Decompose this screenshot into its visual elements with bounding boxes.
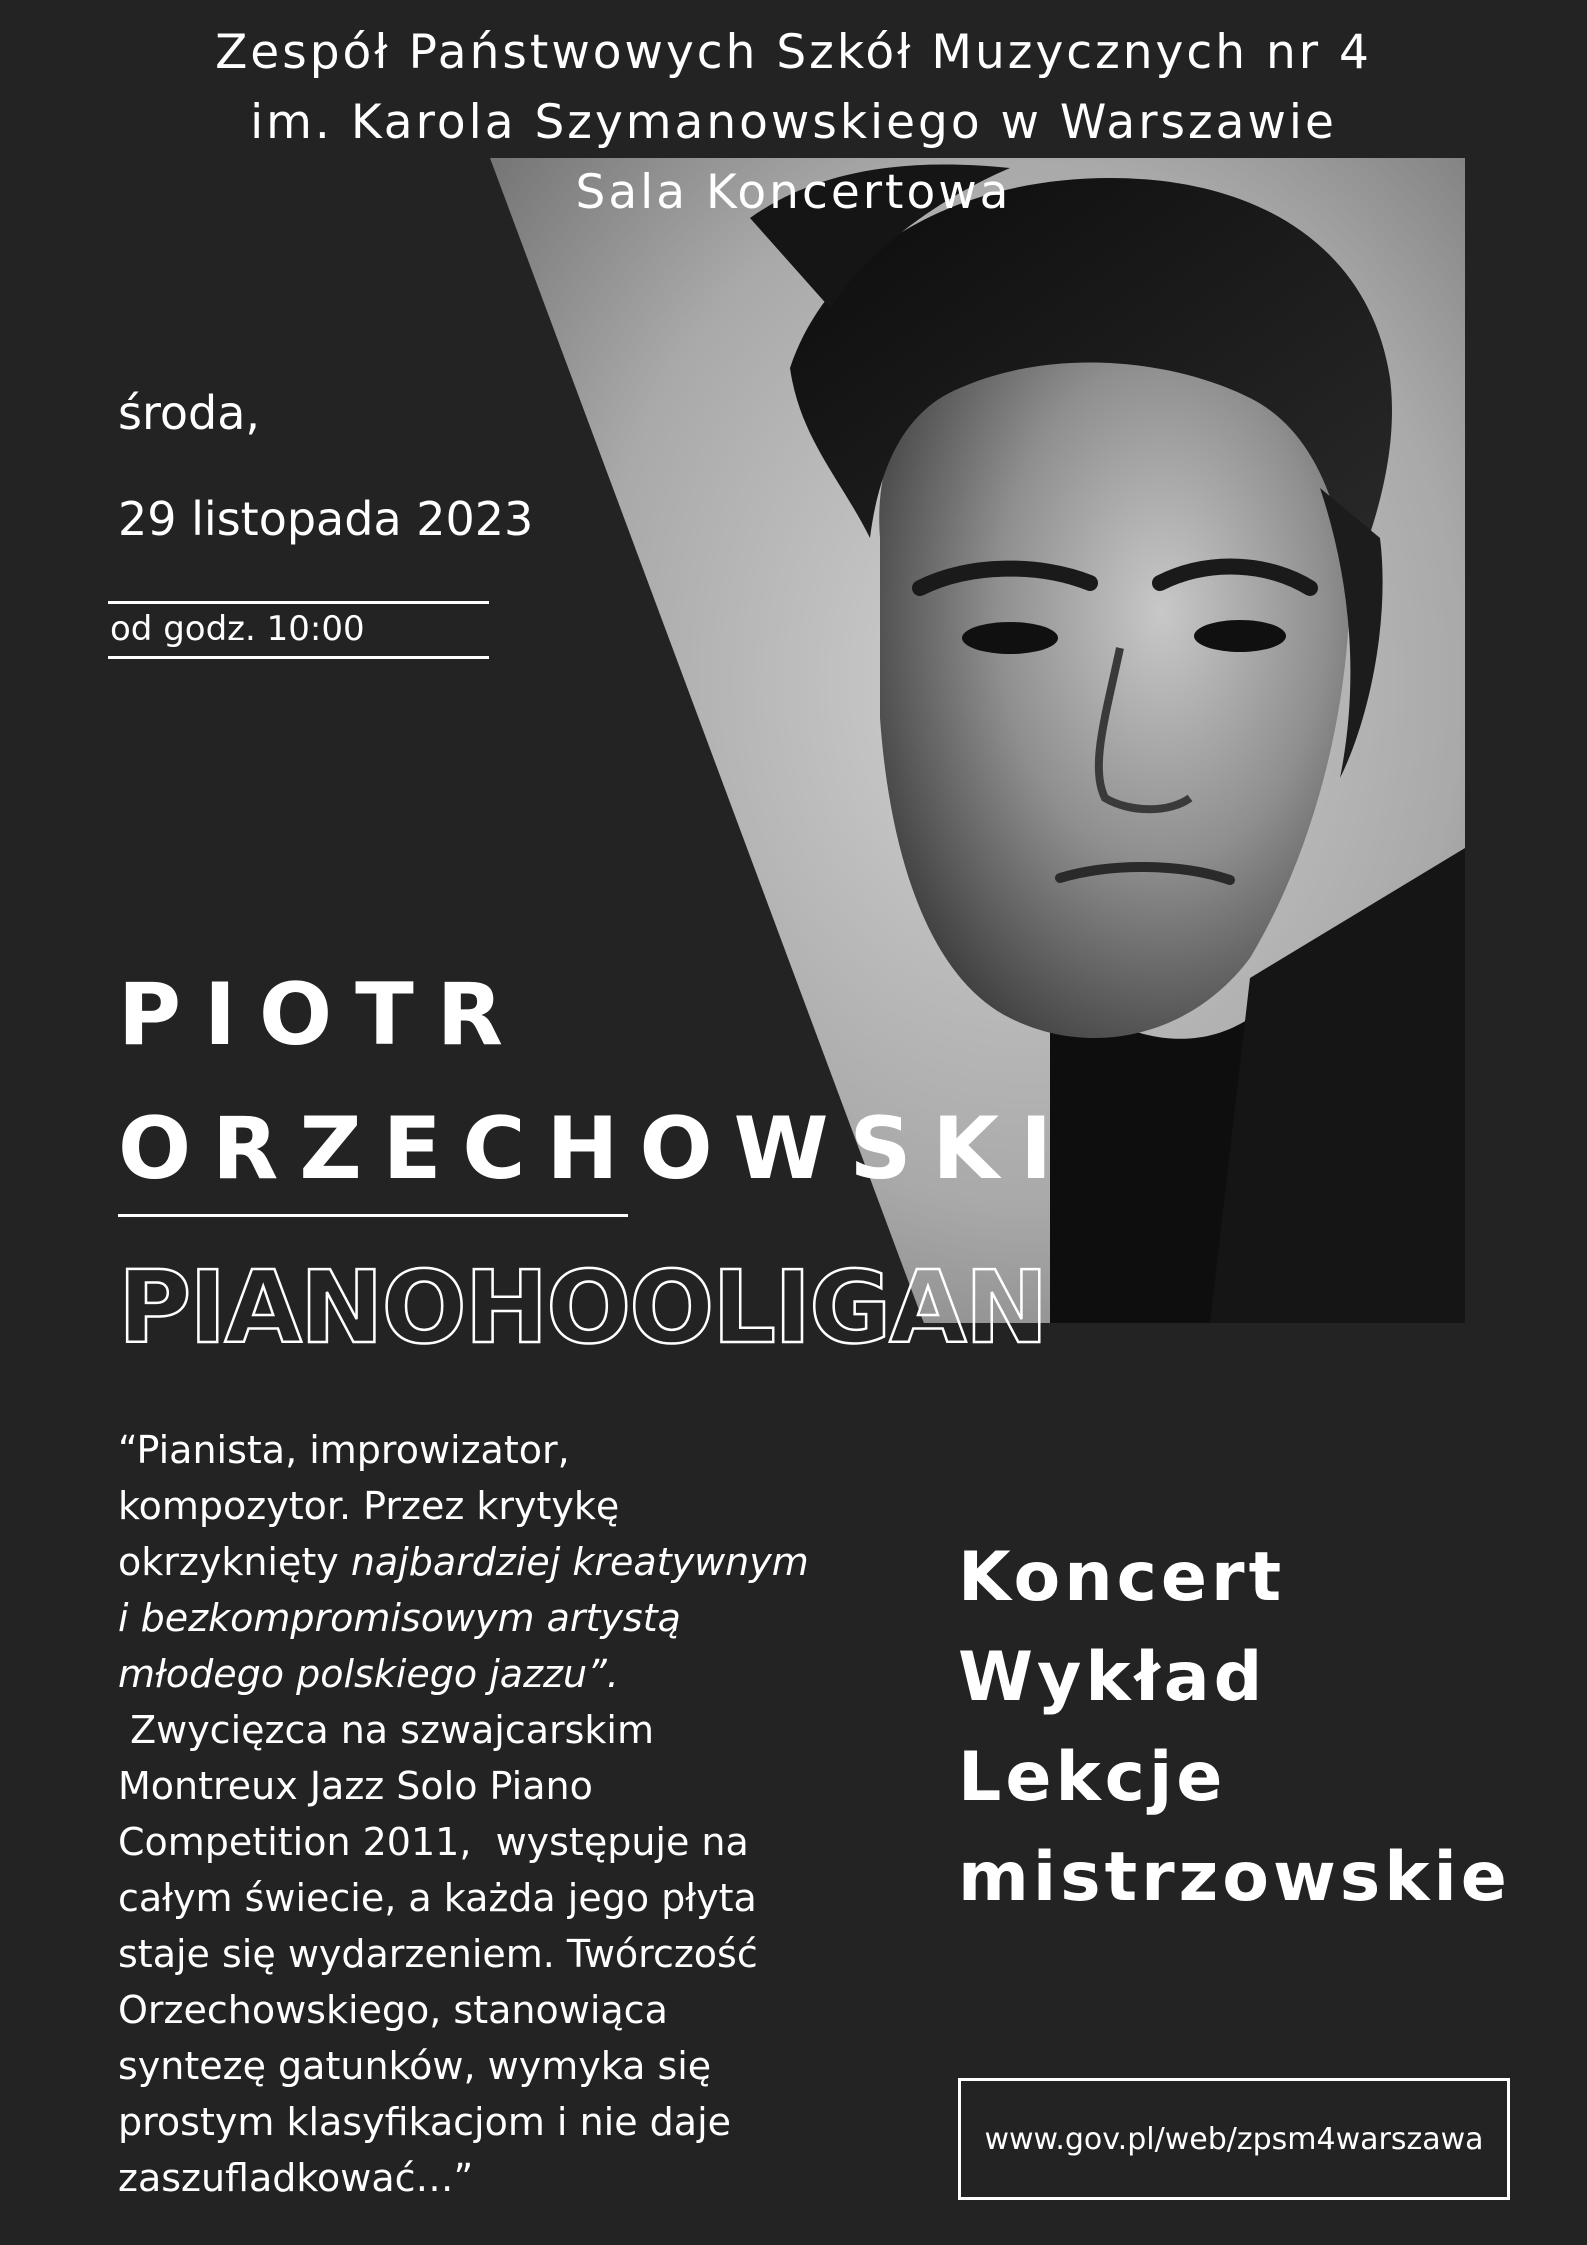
- event-program-list: [958, 1528, 1511, 1928]
- quote-line: Orzechowskiego, stanowiąca: [118, 1988, 668, 2032]
- school-name-line1: Zespół Państwowych Szkół Muzycznych nr 4: [215, 25, 1372, 80]
- quote-line: [118, 1590, 898, 1646]
- header: [0, 18, 1587, 228]
- artist-last-name: ORZECHOWSKI: [118, 1099, 1074, 1199]
- quote-line: kompozytor. Przez krytykę: [118, 1484, 620, 1528]
- quote-line: całym świecie, a każda jego płyta: [118, 1876, 757, 1920]
- venue-name: Sala Koncertowa: [575, 165, 1012, 220]
- event-time: od godz. 10:00: [110, 609, 365, 649]
- quote-line: syntezę gatunków, wymyka się: [118, 2044, 712, 2088]
- quote-text: okrzyknięty: [118, 1540, 351, 1584]
- quote-line: Competition 2011, występuje na: [118, 1820, 749, 1864]
- program-item-lessons: Lekcje: [958, 1738, 1227, 1817]
- quote-line: zaszufladkować…”: [118, 2156, 474, 2200]
- quote-italic-text: i bezkompromisowym artystą: [118, 1596, 681, 1640]
- quote-line: Montreux Jazz Solo Piano: [118, 1764, 593, 1808]
- program-item-lecture: Wykład: [958, 1638, 1267, 1717]
- event-weekday: środa,: [118, 386, 261, 440]
- event-date-block: [118, 385, 533, 547]
- quote-italic-text: młodego polskiego jazzu”.: [118, 1652, 619, 1696]
- quote-line: “Pianista, improwizator,: [118, 1428, 570, 1472]
- quote-line: Zwycięzca na szwajcarskim: [118, 1708, 655, 1752]
- quote-line: [118, 1646, 898, 1702]
- program-item-concert: Koncert: [958, 1538, 1286, 1617]
- quote-line: staje się wydarzeniem. Twórczość: [118, 1932, 758, 1976]
- time-divider-bottom: [108, 656, 489, 659]
- website-link[interactable]: www.gov.pl/web/zpsm4warszawa: [958, 2078, 1510, 2200]
- quote-line: prostym klasyfikacjom i nie daje: [118, 2100, 732, 2144]
- artist-bio-quote: [118, 1422, 898, 2206]
- artist-alias: PIANOHOOLIGAN: [118, 1249, 1047, 1366]
- school-name-line2: im. Karola Szymanowskiego w Warszawie: [250, 95, 1337, 150]
- name-divider: [118, 1214, 628, 1217]
- program-item-masterclass: mistrzowskie: [958, 1838, 1511, 1917]
- time-divider-top: [108, 601, 489, 604]
- artist-first-name: PIOTR: [118, 965, 527, 1065]
- quote-line: [118, 1534, 898, 1590]
- event-date: 29 listopada 2023: [118, 492, 534, 546]
- quote-italic-text: najbardziej kreatywnym: [350, 1540, 809, 1584]
